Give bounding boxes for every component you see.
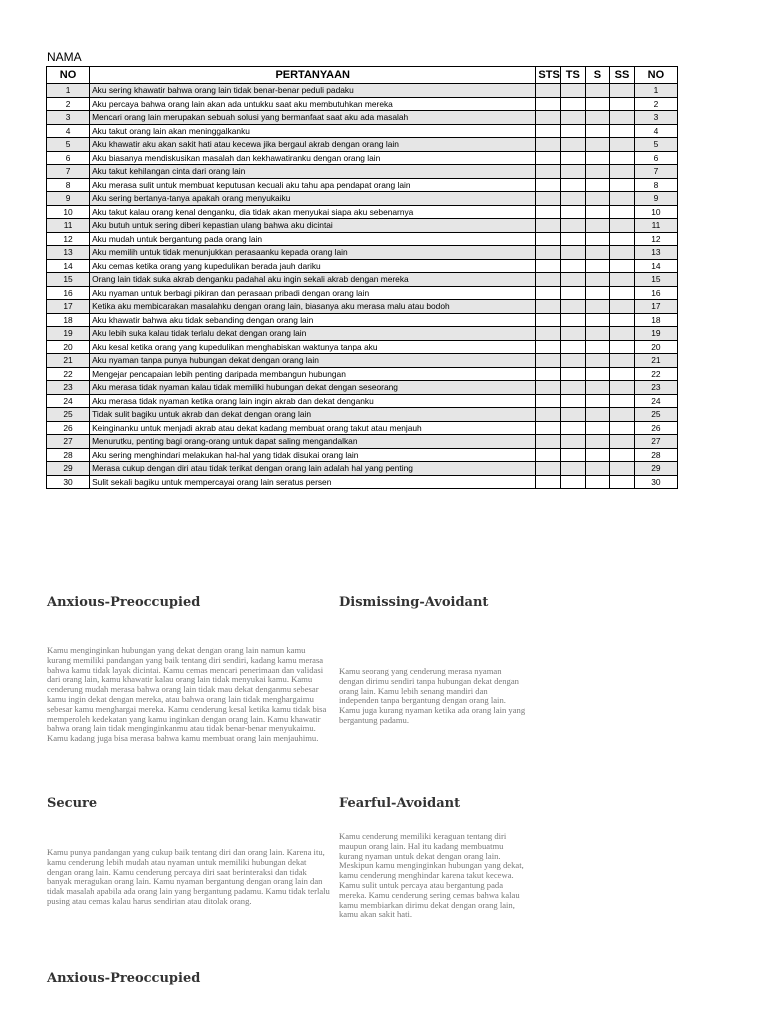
answer-cell-sts[interactable] [536, 124, 561, 138]
answer-cell-sts[interactable] [536, 151, 561, 165]
answer-cell-sts[interactable] [536, 111, 561, 125]
answer-cell-sts[interactable] [536, 84, 561, 98]
row-number-right: 7 [634, 165, 677, 179]
question-text: Keinginanku untuk menjadi akrab atau dekat kadang membuat orang takut atau menjauh [90, 421, 536, 435]
answer-cell-ss[interactable] [610, 259, 635, 273]
row-number-right: 15 [634, 273, 677, 287]
table-row [47, 151, 678, 165]
answer-cell-s[interactable] [585, 300, 610, 314]
row-number-right: 5 [634, 138, 677, 152]
question-text: Aku sering bertanya-tanya apakah orang menyukaiku [90, 192, 536, 206]
row-number: 3 [47, 111, 90, 125]
question-text: Aku memilih untuk tidak menunjukkan perasaanku kepada orang lain [90, 246, 536, 260]
answer-cell-s[interactable] [585, 367, 610, 381]
answer-cell-sts[interactable] [536, 421, 561, 435]
table-row [47, 273, 678, 287]
row-number: 8 [47, 178, 90, 192]
answer-cell-ts[interactable] [561, 286, 586, 300]
question-text: Aku takut kalau orang kenal denganku, dia tidak akan menyukai siapa aku sebenarnya [90, 205, 536, 219]
question-text: Aku takut orang lain akan meninggalkanku [90, 124, 536, 138]
answer-cell-ts[interactable] [561, 124, 586, 138]
answer-cell-s[interactable] [585, 84, 610, 98]
answer-cell-ss[interactable] [610, 340, 635, 354]
answer-cell-ss[interactable] [610, 435, 635, 449]
questionnaire-table [46, 66, 678, 489]
question-text: Aku cemas ketika orang yang kupedulikan berada jauh dariku [90, 259, 536, 273]
answer-cell-ts[interactable] [561, 367, 586, 381]
table-row [47, 111, 678, 125]
table-row [47, 394, 678, 408]
table-row [47, 340, 678, 354]
row-number-right: 16 [634, 286, 677, 300]
table-row [47, 138, 678, 152]
row-number-right: 21 [634, 354, 677, 368]
answer-cell-ss[interactable] [610, 165, 635, 179]
answer-cell-sts[interactable] [536, 354, 561, 368]
section-text-fearful: Kamu cenderung memiliki keraguan tentang diri maupun orang lain. Hal itu kadang membuatmu kurang nyaman untuk dekat dengan orang lain. Meskipun kamu menginginkan hubungan yang dekat, kamu cenderung menghindar karena takut kecewa. Kamu sulit untuk percaya atau bergantung pada mereka. Kamu cenderung sering cemas bahwa kalau kamu membiarkan dirimu dekat dengan orang lain, kamu akan sakit hati. [339, 831, 524, 920]
answer-cell-ss[interactable] [610, 367, 635, 381]
answer-cell-s[interactable] [585, 408, 610, 422]
table-row [47, 313, 678, 327]
answer-cell-ts[interactable] [561, 111, 586, 125]
row-number-right: 10 [634, 205, 677, 219]
table-row [47, 435, 678, 449]
row-number-right: 3 [634, 111, 677, 125]
answer-cell-sts[interactable] [536, 178, 561, 192]
row-number: 13 [47, 246, 90, 260]
answer-cell-ss[interactable] [610, 192, 635, 206]
answer-cell-sts[interactable] [536, 408, 561, 422]
question-text: Mencari orang lain merupakan sebuah solusi yang bermanfaat saat aku ada masalah [90, 111, 536, 125]
question-text: Aku biasanya mendiskusikan masalah dan kekhawatiranku dengan orang lain [90, 151, 536, 165]
answer-cell-ss[interactable] [610, 408, 635, 422]
row-number: 9 [47, 192, 90, 206]
answer-cell-ts[interactable] [561, 84, 586, 98]
answer-cell-ts[interactable] [561, 97, 586, 111]
answer-cell-sts[interactable] [536, 327, 561, 341]
row-number: 24 [47, 394, 90, 408]
answer-cell-s[interactable] [585, 394, 610, 408]
section-title-dismissing: Dismissing-Avoidant [339, 595, 489, 610]
table-row [47, 165, 678, 179]
row-number: 18 [47, 313, 90, 327]
answer-cell-ss[interactable] [610, 286, 635, 300]
row-number-right: 19 [634, 327, 677, 341]
question-text: Menurutku, penting bagi orang-orang untuk dapat saling mengandalkan [90, 435, 536, 449]
table-row [47, 124, 678, 138]
answer-cell-ss[interactable] [610, 84, 635, 98]
table-row [47, 381, 678, 395]
answer-cell-ts[interactable] [561, 259, 586, 273]
question-text: Aku lebih suka kalau tidak terlalu dekat dengan orang lain [90, 327, 536, 341]
table-row [47, 178, 678, 192]
question-text: Ketika aku membicarakan masalahku dengan orang lain, biasanya aku merasa malu atau bodoh [90, 300, 536, 314]
question-text: Aku khawatir bahwa aku tidak sebanding dengan orang lain [90, 313, 536, 327]
answer-cell-ss[interactable] [610, 246, 635, 260]
answer-cell-ts[interactable] [561, 381, 586, 395]
table-body [47, 84, 678, 489]
row-number-right: 18 [634, 313, 677, 327]
answer-cell-sts[interactable] [536, 259, 561, 273]
answer-cell-s[interactable] [585, 192, 610, 206]
question-text: Aku khawatir aku akan sakit hati atau kecewa jika bergaul akrab dengan orang lain [90, 138, 536, 152]
answer-cell-ss[interactable] [610, 448, 635, 462]
answer-cell-sts[interactable] [536, 138, 561, 152]
answer-cell-s[interactable] [585, 273, 610, 287]
question-text: Aku takut kehilangan cinta dari orang lain [90, 165, 536, 179]
answer-cell-s[interactable] [585, 448, 610, 462]
answer-cell-sts[interactable] [536, 448, 561, 462]
question-text: Aku kesal ketika orang yang kupedulikan menghabiskan waktunya tanpa aku [90, 340, 536, 354]
answer-cell-ts[interactable] [561, 151, 586, 165]
question-text: Aku sering khawatir bahwa orang lain tidak benar-benar peduli padaku [90, 84, 536, 98]
table-row [47, 192, 678, 206]
answer-cell-ts[interactable] [561, 192, 586, 206]
row-number-right: 1 [634, 84, 677, 98]
answer-cell-s[interactable] [585, 111, 610, 125]
row-number-right: 13 [634, 246, 677, 260]
answer-cell-sts[interactable] [536, 313, 561, 327]
column-header-pertanyaan: PERTANYAAN [90, 67, 536, 84]
section-title-secure: Secure [47, 796, 98, 811]
answer-cell-sts[interactable] [536, 475, 561, 489]
answer-cell-ss[interactable] [610, 219, 635, 233]
question-text: Aku nyaman tanpa punya hubungan dekat dengan orang lain [90, 354, 536, 368]
answer-cell-sts[interactable] [536, 394, 561, 408]
answer-cell-sts[interactable] [536, 340, 561, 354]
row-number-right: 14 [634, 259, 677, 273]
answer-cell-ts[interactable] [561, 435, 586, 449]
answer-cell-ss[interactable] [610, 273, 635, 287]
row-number: 12 [47, 232, 90, 246]
answer-cell-sts[interactable] [536, 273, 561, 287]
table-row [47, 421, 678, 435]
row-number-right: 23 [634, 381, 677, 395]
answer-cell-s[interactable] [585, 205, 610, 219]
answer-cell-s[interactable] [585, 435, 610, 449]
answer-cell-ss[interactable] [610, 394, 635, 408]
row-number-right: 2 [634, 97, 677, 111]
answer-cell-ss[interactable] [610, 327, 635, 341]
row-number-right: 27 [634, 435, 677, 449]
row-number: 5 [47, 138, 90, 152]
table-row [47, 462, 678, 476]
column-header-ts: TS [561, 67, 586, 84]
row-number: 11 [47, 219, 90, 233]
answer-cell-ss[interactable] [610, 313, 635, 327]
answer-cell-ts[interactable] [561, 462, 586, 476]
row-number-right: 4 [634, 124, 677, 138]
answer-cell-ts[interactable] [561, 408, 586, 422]
question-text: Aku butuh untuk sering diberi kepastian ulang bahwa aku dicintai [90, 219, 536, 233]
answer-cell-ss[interactable] [610, 300, 635, 314]
table-row [47, 97, 678, 111]
answer-cell-sts[interactable] [536, 462, 561, 476]
row-number-right: 8 [634, 178, 677, 192]
row-number-right: 22 [634, 367, 677, 381]
row-number: 28 [47, 448, 90, 462]
answer-cell-s[interactable] [585, 246, 610, 260]
answer-cell-s[interactable] [585, 286, 610, 300]
answer-cell-s[interactable] [585, 165, 610, 179]
answer-cell-sts[interactable] [536, 381, 561, 395]
answer-cell-ts[interactable] [561, 273, 586, 287]
row-number-right: 17 [634, 300, 677, 314]
table-row [47, 448, 678, 462]
answer-cell-s[interactable] [585, 178, 610, 192]
row-number: 27 [47, 435, 90, 449]
answer-cell-s[interactable] [585, 475, 610, 489]
answer-cell-sts[interactable] [536, 192, 561, 206]
row-number-right: 24 [634, 394, 677, 408]
answer-cell-ts[interactable] [561, 205, 586, 219]
answer-cell-s[interactable] [585, 138, 610, 152]
table-row [47, 408, 678, 422]
answer-cell-s[interactable] [585, 124, 610, 138]
answer-cell-ts[interactable] [561, 313, 586, 327]
answer-cell-ts[interactable] [561, 178, 586, 192]
answer-cell-ts[interactable] [561, 219, 586, 233]
table-header-row [47, 67, 678, 84]
row-number: 6 [47, 151, 90, 165]
answer-cell-sts[interactable] [536, 367, 561, 381]
answer-cell-ss[interactable] [610, 124, 635, 138]
row-number: 20 [47, 340, 90, 354]
answer-cell-ss[interactable] [610, 462, 635, 476]
table-row [47, 475, 678, 489]
row-number: 21 [47, 354, 90, 368]
answer-cell-ss[interactable] [610, 354, 635, 368]
table-row [47, 327, 678, 341]
question-text: Sulit sekali bagiku untuk mempercayai orang lain seratus persen [90, 475, 536, 489]
answer-cell-ss[interactable] [610, 111, 635, 125]
answer-cell-ts[interactable] [561, 300, 586, 314]
answer-cell-sts[interactable] [536, 232, 561, 246]
question-text: Aku nyaman untuk berbagi pikiran dan perasaan pribadi dengan orang lain [90, 286, 536, 300]
row-number-right: 20 [634, 340, 677, 354]
answer-cell-ts[interactable] [561, 448, 586, 462]
answer-cell-s[interactable] [585, 421, 610, 435]
answer-cell-ts[interactable] [561, 340, 586, 354]
row-number-right: 29 [634, 462, 677, 476]
row-number: 10 [47, 205, 90, 219]
table-row [47, 232, 678, 246]
table-row [47, 354, 678, 368]
answer-cell-ss[interactable] [610, 232, 635, 246]
answer-cell-sts[interactable] [536, 219, 561, 233]
answer-cell-ss[interactable] [610, 475, 635, 489]
column-header-no-right: NO [634, 67, 677, 84]
answer-cell-s[interactable] [585, 232, 610, 246]
question-text: Aku merasa sulit untuk membuat keputusan kecuali aku tahu apa pendapat orang lain [90, 178, 536, 192]
answer-cell-ts[interactable] [561, 475, 586, 489]
section-text-anxious: Kamu menginginkan hubungan yang dekat dengan orang lain namun kamu kurang memiliki pandangan yang baik tentang diri sendiri, kadang kamu merasa bahwa kamu tidak layak dicintai. Kamu cemas mencari penerimaan dan validasi dari orang lain, kamu khawatir kalau orang lain tidak menyukai kamu. Kamu cenderung mudah merasa bahwa orang lain tidak mau dekat denganmu sebesar kamu ingin dekat dengan mereka, atau bahwa orang lain tidak menghargaimu sebesar kamu menghargai mereka. Kamu cenderung kesal ketika kamu tidak bisa memperoleh kedekatan yang kamu inginkan dengan orang lain. Kamu khawatir bahwa orang lain tidak menginginkanmu atau tidak benar-benar menyukaimu. Kamu kadang juga bisa merasa bahwa kamu membuat orang lain menjauhimu. [47, 645, 327, 744]
row-number-right: 25 [634, 408, 677, 422]
row-number: 4 [47, 124, 90, 138]
table-row [47, 219, 678, 233]
column-header-s: S [585, 67, 610, 84]
answer-cell-ts[interactable] [561, 394, 586, 408]
row-number: 7 [47, 165, 90, 179]
answer-cell-sts[interactable] [536, 435, 561, 449]
row-number: 23 [47, 381, 90, 395]
table-row [47, 246, 678, 260]
answer-cell-ts[interactable] [561, 165, 586, 179]
answer-cell-s[interactable] [585, 97, 610, 111]
row-number-right: 28 [634, 448, 677, 462]
row-number: 25 [47, 408, 90, 422]
row-number: 16 [47, 286, 90, 300]
answer-cell-s[interactable] [585, 327, 610, 341]
row-number: 2 [47, 97, 90, 111]
answer-cell-ts[interactable] [561, 138, 586, 152]
answer-cell-s[interactable] [585, 259, 610, 273]
answer-cell-s[interactable] [585, 151, 610, 165]
row-number: 15 [47, 273, 90, 287]
answer-cell-sts[interactable] [536, 205, 561, 219]
column-header-no: NO [47, 67, 90, 84]
answer-cell-sts[interactable] [536, 246, 561, 260]
table-row [47, 259, 678, 273]
answer-cell-ss[interactable] [610, 421, 635, 435]
section-title-anxious: Anxious-Preoccupied [47, 595, 201, 610]
row-number-right: 6 [634, 151, 677, 165]
table-row [47, 84, 678, 98]
row-number-right: 9 [634, 192, 677, 206]
answer-cell-s[interactable] [585, 219, 610, 233]
row-number-right: 30 [634, 475, 677, 489]
row-number-right: 11 [634, 219, 677, 233]
table-row [47, 300, 678, 314]
row-number-right: 26 [634, 421, 677, 435]
answer-cell-ss[interactable] [610, 151, 635, 165]
section-text-dismissing: Kamu seorang yang cenderung merasa nyaman dengan dirimu sendiri tanpa hubungan dekat dengan orang lain. Kamu lebih senang mandiri dan independen tanpa bergantung dengan orang lain. Kamu juga kurang nyaman ketika ada orang lain yang bergantung padamu. [339, 666, 526, 725]
answer-cell-s[interactable] [585, 354, 610, 368]
answer-cell-sts[interactable] [536, 165, 561, 179]
section-text-secure: Kamu punya pandangan yang cukup baik tentang diri dan orang lain. Karena itu, kamu cenderung lebih mudah atau nyaman untuk memiliki hubungan dekat dengan orang lain. Kamu cenderung percaya diri saat berinteraksi dan tidak banyak meragukan orang lain. Kamu nyaman bergantung dengan orang lain dan tidak masalah apabila ada orang lain yang bergantung padamu. Kamu tidak terlalu pusing atau cemas kalau harus sendirian atau ditolak orang. [47, 847, 330, 906]
answer-cell-ts[interactable] [561, 327, 586, 341]
answer-cell-s[interactable] [585, 313, 610, 327]
section-title-anxious-repeat: Anxious-Preoccupied [47, 971, 201, 986]
table-row [47, 205, 678, 219]
table-row [47, 286, 678, 300]
question-text: Aku mudah untuk bergantung pada orang lain [90, 232, 536, 246]
column-header-sts: STS [536, 67, 561, 84]
answer-cell-ts[interactable] [561, 421, 586, 435]
row-number: 19 [47, 327, 90, 341]
column-header-ss: SS [610, 67, 635, 84]
answer-cell-sts[interactable] [536, 286, 561, 300]
question-text: Tidak sulit bagiku untuk akrab dan dekat dengan orang lain [90, 408, 536, 422]
row-number: 1 [47, 84, 90, 98]
row-number-right: 12 [634, 232, 677, 246]
row-number: 14 [47, 259, 90, 273]
nama-label: NAMA [47, 50, 82, 64]
question-text: Mengejar pencapaian lebih penting daripada membangun hubungan [90, 367, 536, 381]
answer-cell-ts[interactable] [561, 246, 586, 260]
question-text: Aku merasa tidak nyaman ketika orang lain ingin akrab dan dekat denganku [90, 394, 536, 408]
answer-cell-ss[interactable] [610, 381, 635, 395]
answer-cell-s[interactable] [585, 462, 610, 476]
answer-cell-sts[interactable] [536, 300, 561, 314]
row-number: 29 [47, 462, 90, 476]
answer-cell-ss[interactable] [610, 178, 635, 192]
answer-cell-ss[interactable] [610, 97, 635, 111]
question-text: Aku percaya bahwa orang lain akan ada untukku saat aku membutuhkan mereka [90, 97, 536, 111]
answer-cell-ss[interactable] [610, 138, 635, 152]
answer-cell-ts[interactable] [561, 232, 586, 246]
answer-cell-ts[interactable] [561, 354, 586, 368]
question-text: Aku sering menghindari melakukan hal-hal yang tidak disukai orang lain [90, 448, 536, 462]
answer-cell-s[interactable] [585, 381, 610, 395]
answer-cell-sts[interactable] [536, 97, 561, 111]
row-number: 30 [47, 475, 90, 489]
answer-cell-ss[interactable] [610, 205, 635, 219]
table-row [47, 367, 678, 381]
question-text: Orang lain tidak suka akrab denganku padahal aku ingin sekali akrab dengan mereka [90, 273, 536, 287]
answer-cell-s[interactable] [585, 340, 610, 354]
row-number: 26 [47, 421, 90, 435]
section-title-fearful: Fearful-Avoidant [339, 796, 461, 811]
question-text: Merasa cukup dengan diri atau tidak terikat dengan orang lain adalah hal yang penting [90, 462, 536, 476]
row-number: 22 [47, 367, 90, 381]
row-number: 17 [47, 300, 90, 314]
question-text: Aku merasa tidak nyaman kalau tidak memiliki hubungan dekat dengan seseorang [90, 381, 536, 395]
